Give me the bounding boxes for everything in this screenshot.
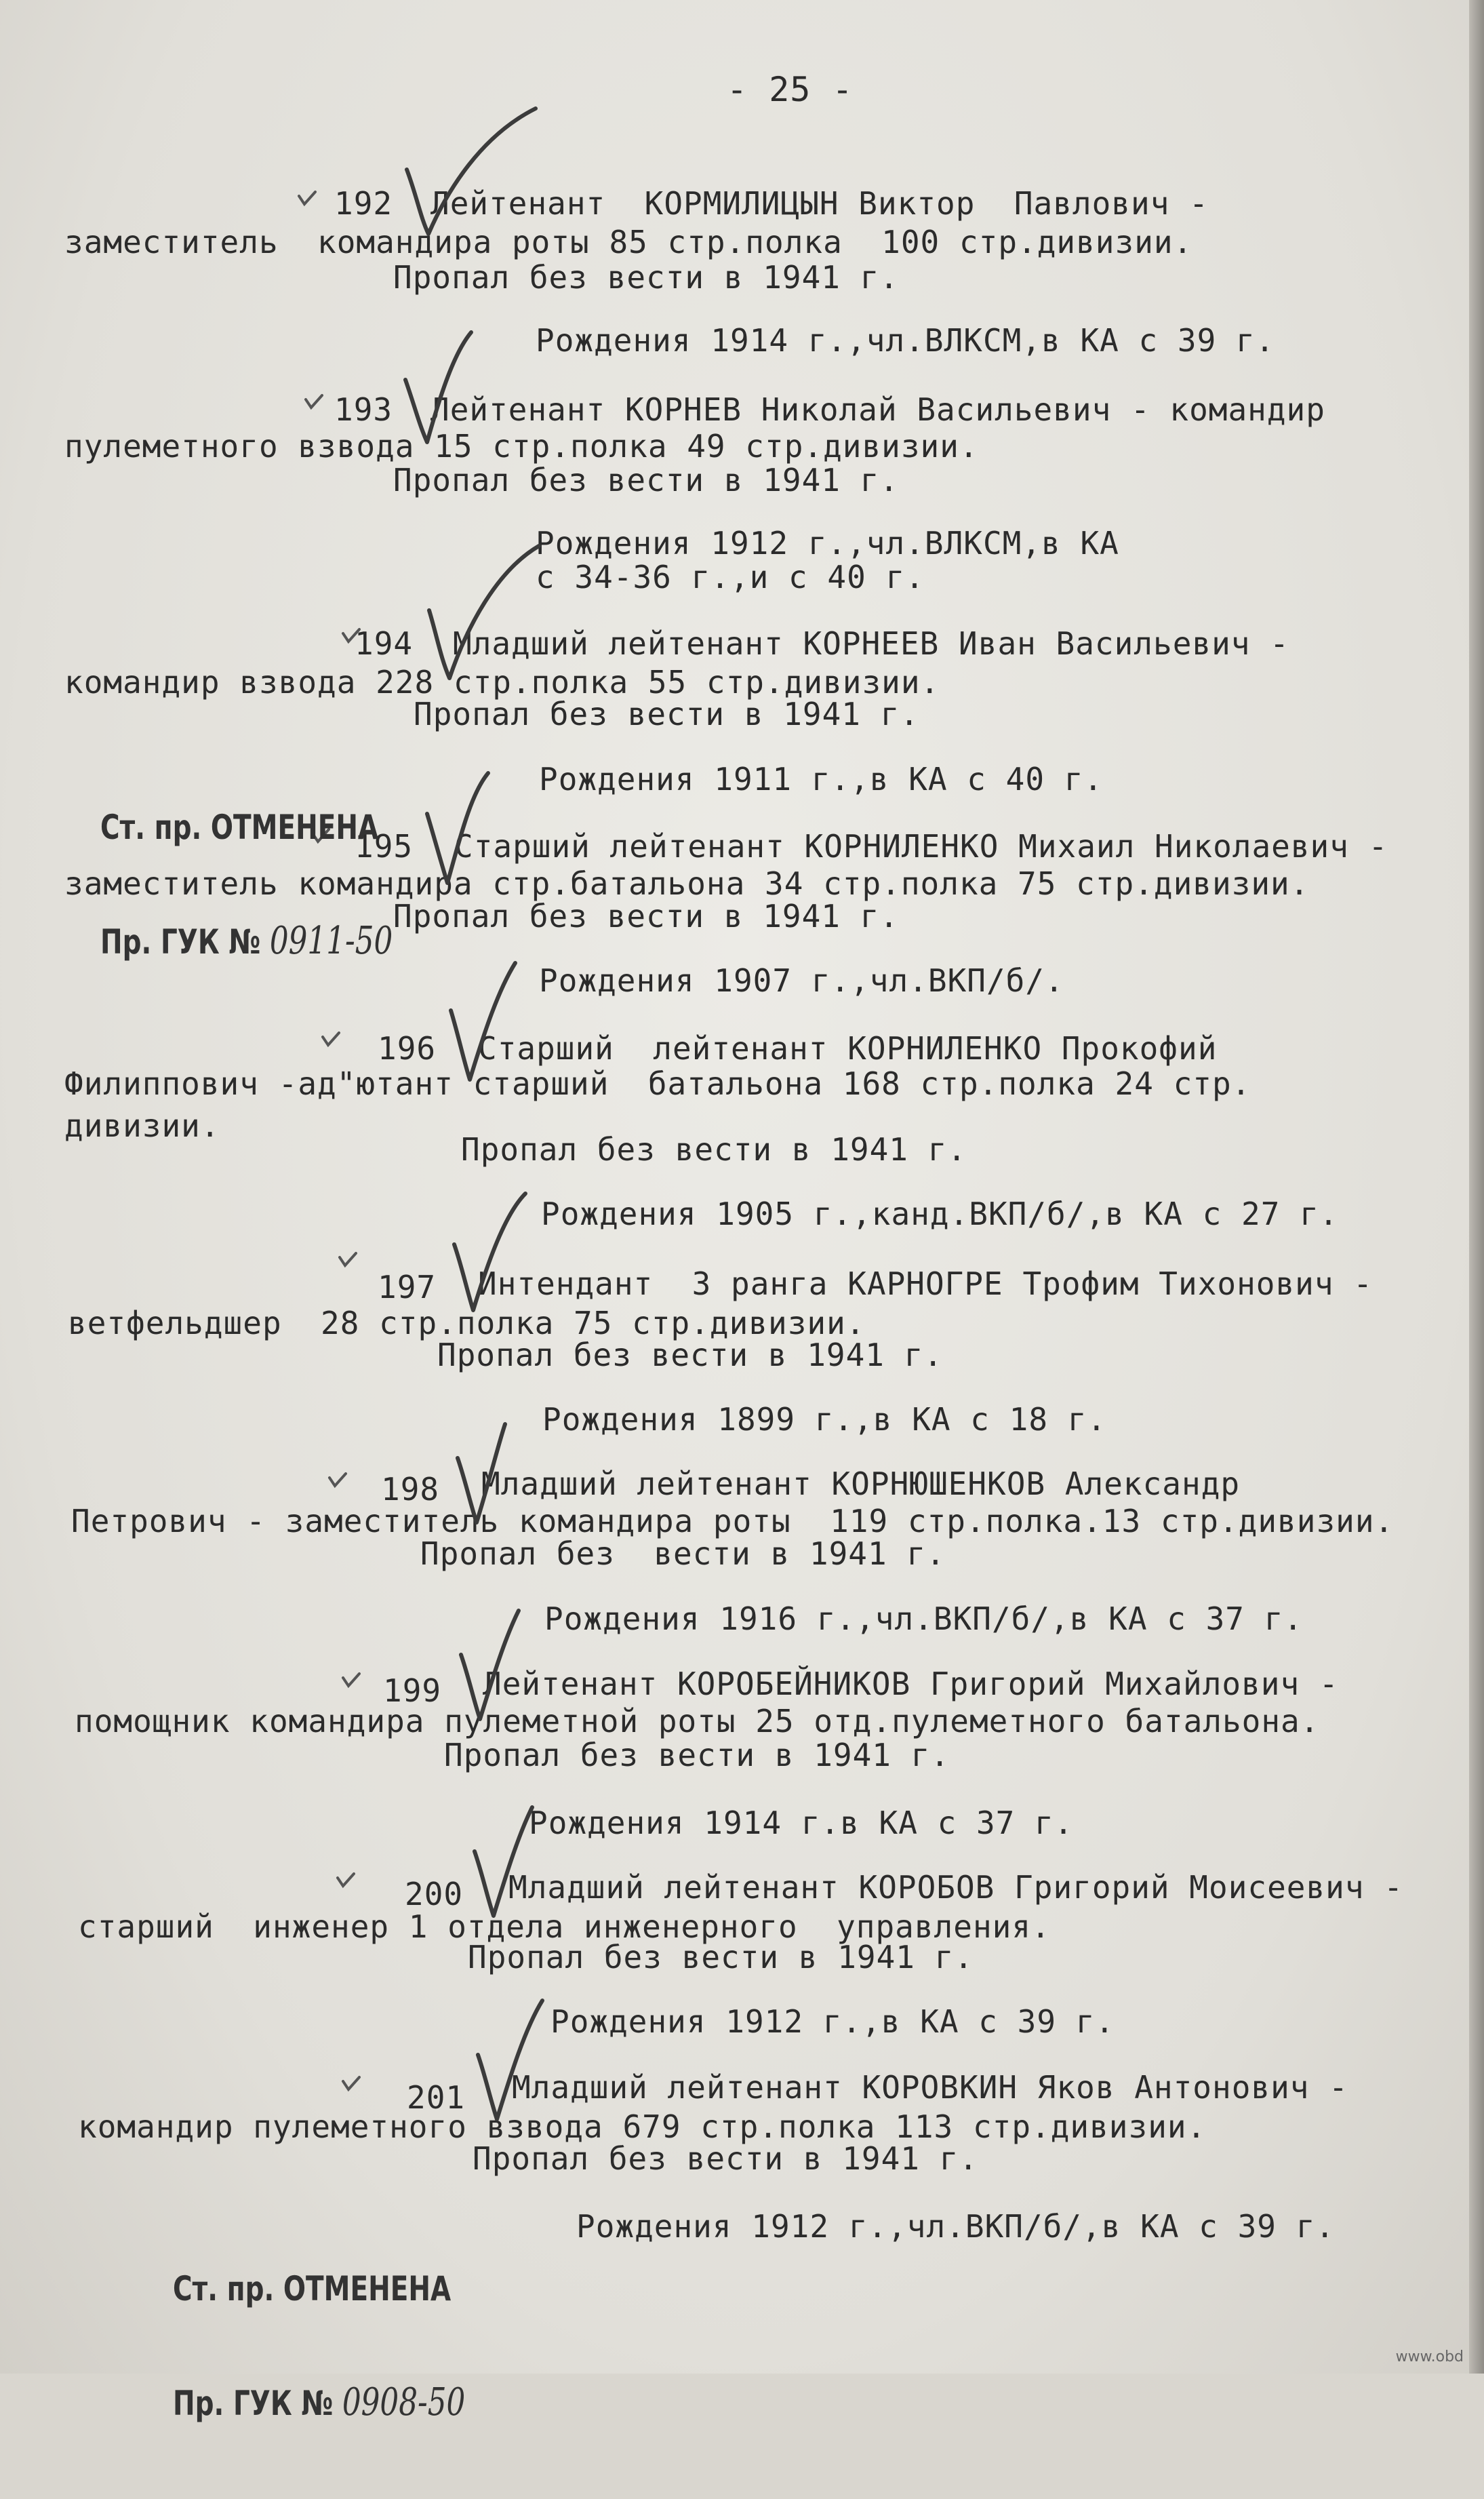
entry-line2: заместитель командира стр.батальона 34 стр.полка 75 стр.дивизии. bbox=[64, 865, 1310, 902]
checkmark-icon bbox=[454, 1770, 658, 1973]
entry-line2: командир пулеметного взвода 679 стр.полка 113 стр.дивизии. bbox=[78, 2108, 1207, 2145]
tick-mark-icon bbox=[339, 624, 366, 651]
entry-birth: Рождения 1905 г.,канд.ВКП/б/,в КА с 27 г. bbox=[541, 1196, 1339, 1232]
stamp-handwritten-number: 0908-50 bbox=[342, 2380, 466, 2424]
entry-status: Пропал без вести в 1941 г. bbox=[461, 1131, 967, 1168]
entry-line2: командир взвода 228 стр.полка 55 стр.дивизии. bbox=[64, 664, 940, 701]
entry-line2: помощник командира пулеметной роты 25 отд.пулеметного батальона. bbox=[75, 1703, 1320, 1739]
tick-mark-icon bbox=[295, 186, 322, 214]
stamp-line1: Ст. пр. ОТМЕНЕНА bbox=[173, 2269, 452, 2308]
page-number: - 25 - bbox=[727, 70, 854, 109]
entry-status: Пропал без вести в 1941 г. bbox=[468, 1939, 974, 1975]
entry-line1: Старший лейтенант КОРНИЛЕНКО Прокофий bbox=[478, 1030, 1218, 1067]
checkmark-icon bbox=[407, 732, 610, 936]
entry-number: 200 bbox=[405, 1876, 464, 1912]
entry-line2: старший инженер 1 отдела инженерного управления. bbox=[78, 1908, 1051, 1945]
entry-line2: пулеметного взвода 15 стр.полка 49 стр.дивизии. bbox=[64, 428, 979, 465]
entry-status: Пропал без вести в 1941 г. bbox=[437, 1337, 944, 1373]
entry-line1: Интендант 3 ранга КАРНОГРЕ Трофим Тихонович - bbox=[478, 1265, 1373, 1302]
tick-mark-icon bbox=[339, 2072, 366, 2099]
entry-line1: Младший лейтенант КОРНЕЕВ Иван Васильевич - bbox=[453, 625, 1289, 662]
entry-line2: Филиппович -ад"ютант старший батальона 168 стр.полка 24 стр. bbox=[64, 1065, 1251, 1102]
checkmark-icon bbox=[380, 305, 583, 509]
source-footer: www.obd bbox=[1395, 2348, 1464, 2365]
tick-mark-icon bbox=[302, 390, 329, 417]
entry-status: Пропал без вести в 1941 г. bbox=[393, 259, 900, 296]
entry-birth: Рождения 1914 г.,чл.ВЛКСМ,в КА с 39 г. bbox=[536, 322, 1275, 359]
entry-number: 199 bbox=[383, 1672, 442, 1709]
entry-line1: Младший лейтенант КОРОБОВ Григорий Моисеевич - bbox=[508, 1869, 1403, 1906]
checkmark-icon bbox=[458, 1973, 661, 2177]
entry-line1: Лейтенант КОРНЕВ Николай Васильевич - командир bbox=[430, 391, 1325, 428]
entry-line1: Старший лейтенант КОРНИЛЕНКО Михаил Николаевич - bbox=[454, 828, 1388, 865]
entry-line1: Младший лейтенант КОРНЮШЕНКОВ Александр bbox=[481, 1465, 1241, 1502]
entry-number: 201 bbox=[407, 2079, 466, 2116]
tick-mark-icon bbox=[334, 1868, 361, 1895]
cancellation-stamp bbox=[173, 2194, 465, 2498]
entry-status: Пропал без вести в 1941 г. bbox=[414, 696, 920, 732]
entry-number: 197 bbox=[378, 1269, 437, 1305]
entry-status: Пропал без вести в 1941 г. bbox=[393, 462, 900, 498]
entry-birth: Рождения 1912 г.,в КА с 39 г. bbox=[550, 2003, 1115, 2040]
entry-birth: Рождения 1912 г.,чл.ВЛКСМ,в КА bbox=[536, 525, 1119, 562]
checkmark-icon bbox=[430, 929, 634, 1133]
stamp-handwritten-number: 0911-50 bbox=[269, 919, 393, 963]
entry-number: 196 bbox=[378, 1030, 437, 1067]
entry-birth: Рождения 1907 г.,чл.ВКП/б/. bbox=[539, 962, 1064, 999]
entry-birth: Рождения 1899 г.,в КА с 18 г. bbox=[542, 1401, 1107, 1438]
stamp-line2: Пр. ГУК № bbox=[173, 2384, 342, 2423]
stamp-line2: Пр. ГУК № bbox=[100, 922, 270, 962]
checkmark-icon bbox=[441, 1573, 644, 1777]
entry-birth: Рождения 1912 г.,чл.ВКП/б/,в КА с 39 г. bbox=[576, 2208, 1336, 2245]
entry-status: Пропал без вести в 1941 г. bbox=[473, 2140, 979, 2177]
checkmark-icon bbox=[380, 95, 583, 298]
paper-edge-shadow bbox=[1469, 0, 1484, 2374]
entry-number: 194 bbox=[355, 625, 414, 662]
checkmark-icon bbox=[403, 529, 607, 732]
entry-line2-cont: дивизии. bbox=[64, 1107, 220, 1144]
entry-status: Пропал без вести в 1941 г. bbox=[393, 898, 900, 934]
entry-line2: заместитель командира роты 85 стр.полка 100 стр.дивизии. bbox=[64, 224, 1193, 260]
entry-number: 198 bbox=[381, 1471, 440, 1508]
tick-mark-icon bbox=[325, 1468, 353, 1495]
checkmark-icon bbox=[437, 1377, 641, 1580]
entry-birth: Рождения 1911 г.,в КА с 40 г. bbox=[539, 761, 1104, 798]
entry-birth: Рождения 1914 г.в КА с 37 г. bbox=[529, 1805, 1074, 1841]
entry-birth-cont: с 34-36 г.,и с 40 г. bbox=[536, 559, 925, 595]
entry-number: 192 bbox=[334, 185, 393, 222]
cancellation-stamp bbox=[100, 732, 393, 1037]
entry-line2: Петрович - заместитель командира роты 119 стр.полка.13 стр.дивизии. bbox=[71, 1503, 1395, 1539]
entry-line1: Лейтенант КОРМИЛИЦЫН Виктор Павлович - bbox=[430, 185, 1209, 222]
entry-birth: Рождения 1916 г.,чл.ВКП/б/,в КА с 37 г. bbox=[544, 1600, 1304, 1637]
checkmark-icon bbox=[434, 1166, 637, 1370]
entry-line2: ветфельдшер 28 стр.полка 75 стр.дивизии. bbox=[68, 1305, 866, 1341]
entry-status: Пропал без вести в 1941 г. bbox=[444, 1737, 950, 1773]
tick-mark-icon bbox=[336, 1248, 363, 1275]
entry-line1: Лейтенант КОРОБЕЙНИКОВ Григорий Михайлович - bbox=[483, 1666, 1339, 1702]
entry-status: Пропал без вести в 1941 г. bbox=[420, 1535, 946, 1572]
entry-number: 193 bbox=[334, 391, 393, 428]
stamp-line1: Ст. пр. ОТМЕНЕНА bbox=[100, 808, 379, 847]
tick-mark-icon bbox=[339, 1668, 366, 1695]
entry-line1: Младший лейтенант КОРОВКИН Яков Антонович - bbox=[512, 2069, 1348, 2106]
entry-number: 195 bbox=[355, 828, 414, 865]
